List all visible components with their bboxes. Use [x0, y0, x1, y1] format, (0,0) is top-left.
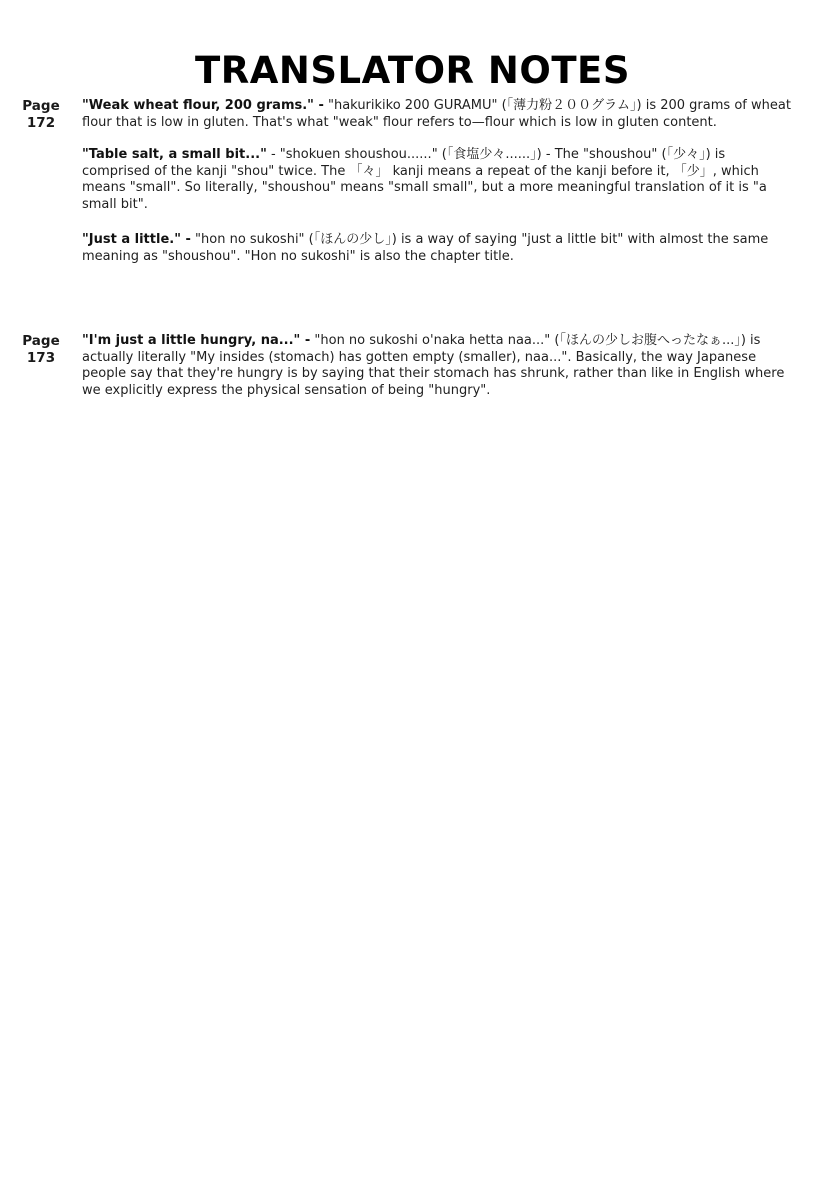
page-title: TRANSLATOR NOTES — [195, 48, 630, 92]
note-term: "Just a little." - — [82, 232, 191, 247]
note-entry-table-salt — [82, 147, 794, 213]
page-label: Page — [22, 333, 60, 349]
page-number: 172 — [26, 115, 56, 131]
note-entry-just-a-little-hungry — [82, 333, 794, 399]
note-section-page-172 — [0, 98, 800, 265]
note-term: "Weak wheat flour, 200 grams." - — [82, 98, 324, 113]
note-term: "I'm just a little hungry, na..." - — [82, 333, 311, 348]
note-entry-just-a-little — [82, 232, 794, 265]
note-text: "hon no sukoshi o'naka hetta naa..." (「ほんの少しお腹へったなぁ...」) is actually literally "My insides (stomach) has gotten empty (smaller), naa...". Basically, the way Japanese people say that they're hungry is by saying that their stomach has shrunk, rather than like in English where we explicitly express the physical sensation of being "hungry". — [82, 333, 785, 398]
note-text: - "shokuen shoushou......" (「食塩少々......」) - The "shoushou" (「少々」) is comprised of the kanji "shou" twice. The 「々」 kanji means a repeat of the kanji before it, 「少」, which means "small". So literally, "shoushou" means "small small", but a more meaningful translation of it is "a small bit". — [82, 147, 767, 212]
page-reference-173 — [0, 333, 82, 367]
page-number: 173 — [26, 350, 56, 366]
note-text: "hakurikiko 200 GURAMU" (「薄力粉２００グラム」) is 200 grams of wheat flour that is low in gluten. That's what "weak" flour refers to—flour which is low in gluten content. — [82, 98, 791, 130]
notes-body-173 — [82, 333, 794, 399]
note-text: "hon no sukoshi" (「ほんの少し」) is a way of saying "just a little bit" with almost the same meaning as "shoushou". "Hon no sukoshi" is also the chapter title. — [82, 232, 769, 264]
notes-body-172 — [82, 98, 794, 265]
note-section-page-173 — [0, 333, 800, 399]
note-entry-weak-wheat-flour — [82, 98, 794, 131]
page-reference-172 — [0, 98, 82, 132]
note-term: "Table salt, a small bit..." — [82, 147, 267, 162]
page-label: Page — [22, 98, 60, 114]
